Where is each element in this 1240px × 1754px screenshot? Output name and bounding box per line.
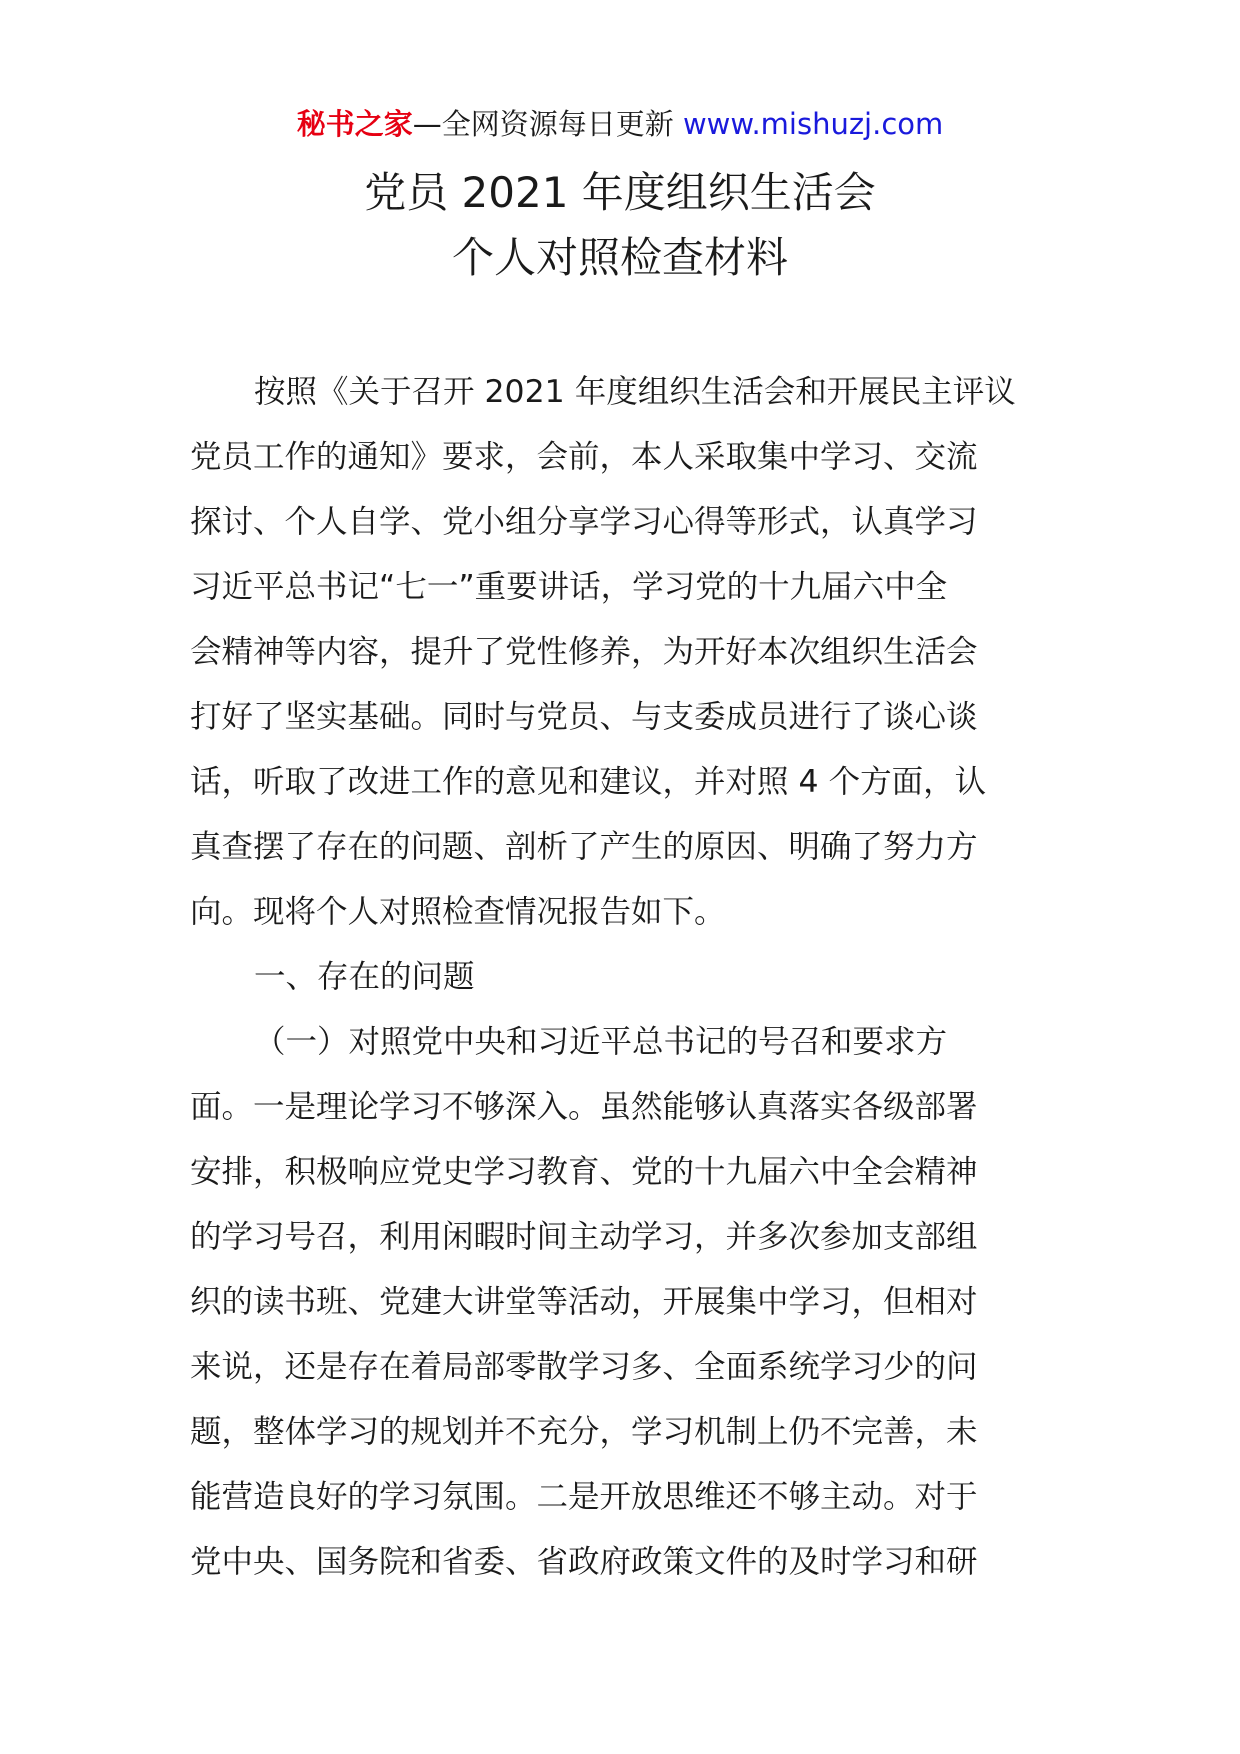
document-body <box>190 360 1060 1595</box>
paragraph-line: 安排，积极响应党史学习教育、党的十九届六中全会精神 <box>190 1154 978 1190</box>
paragraph-line: 话，听取了改进工作的意见和建议，并对照 4 个方面，认 <box>190 764 987 800</box>
paragraph-line: 真查摆了存在的问题、剖析了产生的原因、明确了努力方 <box>190 829 978 865</box>
paragraph-line: 会精神等内容，提升了党性修养，为开好本次组织生活会 <box>190 634 978 670</box>
paragraph-line: 向。现将个人对照检查情况报告如下。 <box>190 894 726 930</box>
brand-name: 秘书之家 <box>296 107 413 141</box>
paragraph-line: （一）对照党中央和习近平总书记的号召和要求方 <box>254 1024 948 1060</box>
paragraph-line: 来说，还是存在着局部零散学习多、全面系统学习少的问 <box>190 1349 978 1385</box>
document-title-line-1: 党员 2021 年度组织生活会 <box>364 168 876 217</box>
site-url[interactable]: www.mishuzj.com <box>682 107 944 141</box>
paragraph-line: 习近平总书记“七一”重要讲话，学习党的十九届六中全 <box>190 569 948 605</box>
site-header <box>0 104 1240 144</box>
section-heading: 一、存在的问题 <box>254 959 475 995</box>
paragraph-line: 织的读书班、党建大讲堂等活动，开展集中学习，但相对 <box>190 1284 978 1320</box>
paragraph-line: 党员工作的通知》要求，会前，本人采取集中学习、交流 <box>190 439 978 475</box>
paragraph-line: 题，整体学习的规划并不充分，学习机制上仍不完善，未 <box>190 1414 978 1450</box>
paragraph-line: 面。一是理论学习不够深入。虽然能够认真落实各级部署 <box>190 1089 978 1125</box>
header-tagline: —全网资源每日更新 <box>412 107 683 141</box>
paragraph-line: 的学习号召，利用闲暇时间主动学习，并多次参加支部组 <box>190 1219 978 1255</box>
paragraph-line: 打好了坚实基础。同时与党员、与支委成员进行了谈心谈 <box>190 699 978 735</box>
paragraph-line: 能营造良好的学习氛围。二是开放思维还不够主动。对于 <box>190 1479 978 1515</box>
document-title-line-2: 个人对照检查材料 <box>451 233 788 282</box>
paragraph-line: 探讨、个人自学、党小组分享学习心得等形式，认真学习 <box>190 504 978 540</box>
paragraph-line: 按照《关于召开 2021 年度组织生活会和开展民主评议 <box>254 374 1016 410</box>
paragraph-line: 党中央、国务院和省委、省政府政策文件的及时学习和研 <box>190 1544 978 1580</box>
